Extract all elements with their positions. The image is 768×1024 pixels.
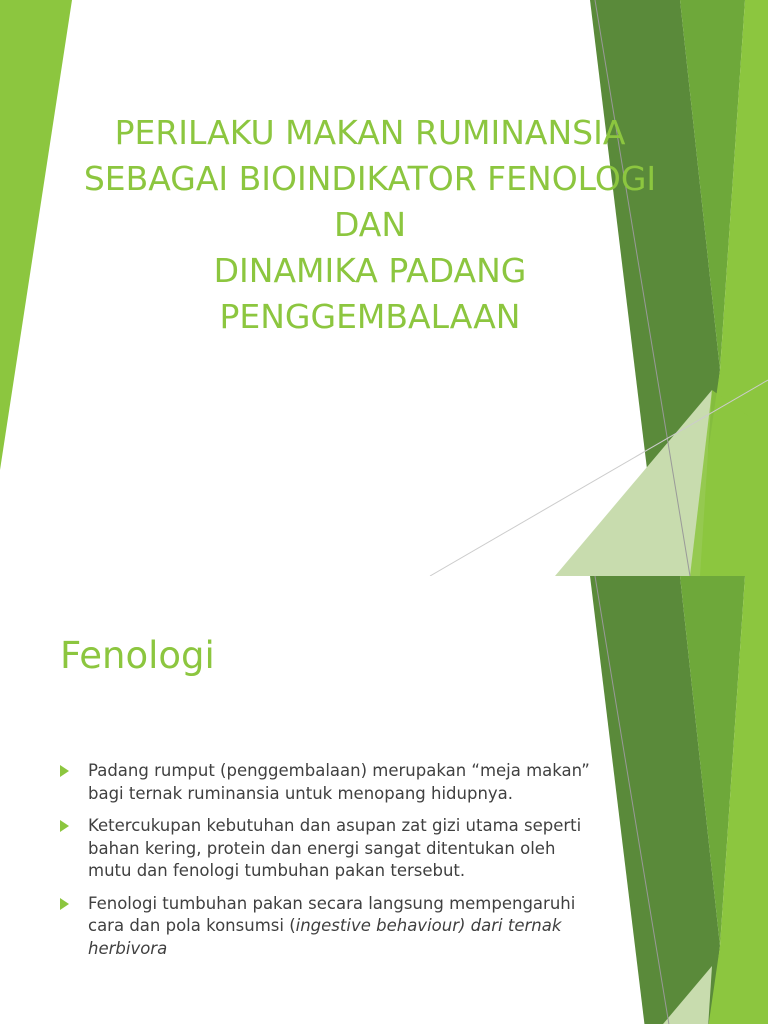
slide-heading: Fenologi — [60, 634, 215, 677]
title-line: SEBAGAI BIOINDIKATOR FENOLOGI — [83, 159, 657, 198]
title-line: DINAMIKA PADANG — [213, 251, 527, 290]
title-line: PERILAKU MAKAN RUMINANSIA — [114, 113, 626, 152]
triangle-bullet-icon — [60, 820, 69, 832]
triangle-bullet-icon — [60, 765, 69, 777]
bullet-list — [60, 760, 600, 970]
bullet-text-italic: ingestive behaviour) dari ternak herbivora — [88, 916, 562, 958]
title-line: PENGGEMBALAAN — [219, 297, 521, 336]
bullet-item — [60, 893, 600, 961]
bullet-item — [60, 815, 600, 883]
bullet-text: Padang rumput (penggembalaan) merupakan “meja makan” bagi ternak ruminansia untuk menopang hidupnya. — [88, 761, 590, 803]
content-slide — [0, 576, 768, 1024]
triangle-bullet-icon — [60, 898, 69, 910]
bullet-item — [60, 760, 600, 805]
slide-title — [20, 110, 720, 340]
bullet-text: Fenologi tumbuhan pakan secara langsung mempengaruhi cara dan pola konsumsi ( — [88, 893, 576, 935]
light-green-triangle — [555, 390, 712, 576]
title-line: DAN — [333, 205, 407, 244]
bullet-text: Ketercukupan kebutuhan dan asupan zat gizi utama seperti bahan kering, protein dan energi sangat ditentukan oleh mutu dan fenologi tumbuhan pakan tersebut. — [88, 816, 582, 880]
